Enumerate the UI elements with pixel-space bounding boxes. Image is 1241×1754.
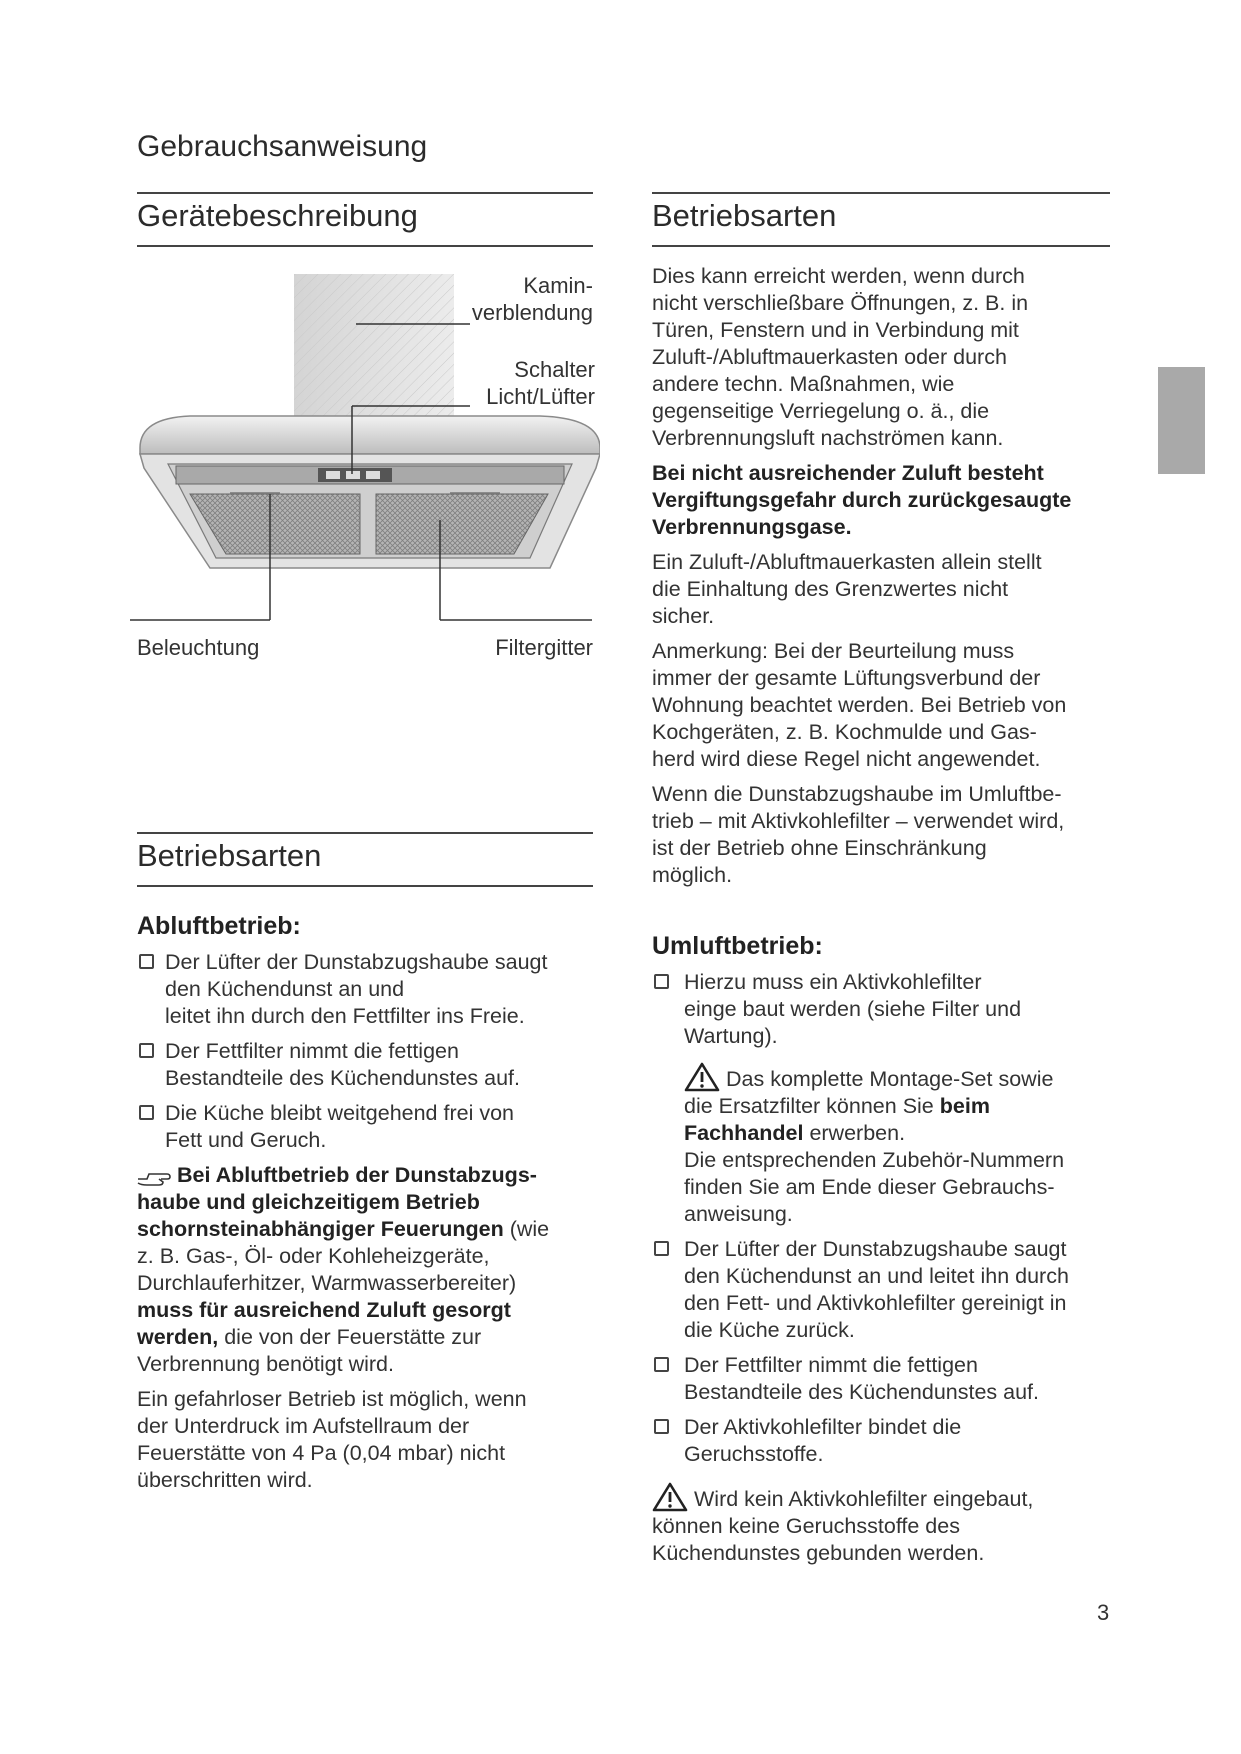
checkbox-bullet-icon xyxy=(654,1357,669,1372)
label-kaminverblendung: Kamin- verblendung xyxy=(471,273,593,325)
warning-triangle-icon xyxy=(652,1482,688,1512)
right-column-text xyxy=(652,263,1122,897)
paragraph: Ein Zuluft-/Abluftmauerkasten allein stellt die Einhaltung des Grenzwertes nicht sicher. xyxy=(652,550,1042,628)
section-title-betriebsarten-left: Betriebsarten xyxy=(137,838,322,873)
label-schalter: Schalter Licht/Lüfter xyxy=(470,356,595,410)
page-number: 3 xyxy=(1097,1600,1110,1625)
checkbox-bullet-icon xyxy=(654,1419,669,1434)
list-item: Der Aktivkohlefilter bindet die Geruchsstoffe. xyxy=(652,1414,1122,1468)
warning-triangle-icon xyxy=(684,1062,720,1092)
checkbox-bullet-icon xyxy=(654,974,669,989)
divider xyxy=(652,192,1110,194)
divider xyxy=(137,192,593,194)
checkbox-bullet-icon xyxy=(139,1105,154,1120)
divider xyxy=(652,245,1110,247)
label-filtergitter: Filtergitter xyxy=(495,635,593,660)
divider xyxy=(137,832,593,834)
divider xyxy=(137,245,593,247)
note-paragraph: Das komplette Montage-Set sowie die Ersatzfilter können Sie beim Fachhandel erwerben. Die entsprechenden Zubehör-Nummern finden Sie am Ende dieser Gebrauchs- anweisung. xyxy=(652,1062,1122,1228)
hint-paragraph: Bei Abluftbetrieb der Dunstabzugs- haube und gleichzeitigem Betrieb schornsteinabhängiger Feuerungen (wie z. B. Gas-, Öl- oder Kohleheizgeräte, Durchlauferhitzer, Warmwasserbereiter) muss für ausreichend Zuluft gesorgt werden, die von der Feuerstätte zur Verbrennung benötigt wird. xyxy=(137,1163,550,1376)
section-title-betriebsarten-right: Betriebsarten xyxy=(652,198,837,233)
list-item: Der Lüfter der Dunstabzugshaube saugt den Küchendunst an und leitet ihn durch den Fett- und Aktivkohlefilter gereinigt in die Küche zurück. xyxy=(652,1236,1122,1344)
paragraph: Ein gefahrloser Betrieb ist möglich, wenn der Unterdruck im Aufstellraum der Feuerstätte von 4 Pa (0,04 mbar) nicht überschritten wird. xyxy=(137,1387,527,1492)
umluft-heading: Umluftbetrieb: xyxy=(652,932,823,960)
hood-canopy xyxy=(140,416,600,454)
language-tab-marker xyxy=(1158,367,1205,474)
paragraph: Anmerkung: Bei der Beurteilung muss immer der gesamte Lüftungsverbund der Wohnung beachtet werden. Bei Betrieb von Kochgeräten, z. B. Kochmulde und Gas- herd wird diese Regel nicht angewendet. xyxy=(652,639,1067,771)
page-title: Gebrauchsanweisung xyxy=(137,130,428,163)
paragraph: Wenn die Dunstabzugshaube im Umluftbe- trieb – mit Aktivkohlefilter – verwendet wird, ist der Betrieb ohne Einschränkung möglich. xyxy=(652,782,1065,887)
final-warning-paragraph: Wird kein Aktivkohlefilter eingebaut, können keine Geruchsstoffe des Küchendunstes gebunden werden. xyxy=(652,1482,1122,1567)
list-item: Der Lüfter der Dunstabzugshaube saugt den Küchendunst an und leitet ihn durch den Fettfilter ins Freie. xyxy=(137,949,597,1030)
checkbox-bullet-icon xyxy=(139,1043,154,1058)
divider xyxy=(137,885,593,887)
paragraph: Dies kann erreicht werden, wenn durch nicht verschließbare Öffnungen, z. B. in Türen, Fenstern und in Verbindung mit Zuluft-/Abluftmauerkasten oder durch andere techn. Maßnahmen, wie gegenseitige Verriegelung o. ä., die Verbrennungsluft nachströmen kann. xyxy=(652,264,1029,450)
abluft-heading: Abluftbetrieb: xyxy=(137,912,301,940)
list-item: Der Fettfilter nimmt die fettigen Bestandteile des Küchendunstes auf. xyxy=(137,1038,597,1092)
abluft-list xyxy=(137,949,597,1502)
warning-paragraph: Bei nicht ausreichender Zuluft besteht Vergiftungsgefahr durch zurückgesaugte Verbrennungsgase. xyxy=(652,461,1072,539)
list-item: Der Fettfilter nimmt die fettigen Bestandteile des Küchendunstes auf. xyxy=(652,1352,1122,1406)
checkbox-bullet-icon xyxy=(654,1241,669,1256)
section-title-geraetebeschreibung: Gerätebeschreibung xyxy=(137,198,418,233)
list-item: Die Küche bleibt weitgehend frei von Fett und Geruch. xyxy=(137,1100,597,1154)
umluft-list xyxy=(652,969,1122,1575)
label-beleuchtung: Beleuchtung xyxy=(137,635,260,660)
list-item: Hierzu muss ein Aktivkohlefilter einge baut werden (siehe Filter und Wartung). xyxy=(652,969,1122,1050)
pointing-hand-icon xyxy=(137,1168,171,1188)
checkbox-bullet-icon xyxy=(139,954,154,969)
